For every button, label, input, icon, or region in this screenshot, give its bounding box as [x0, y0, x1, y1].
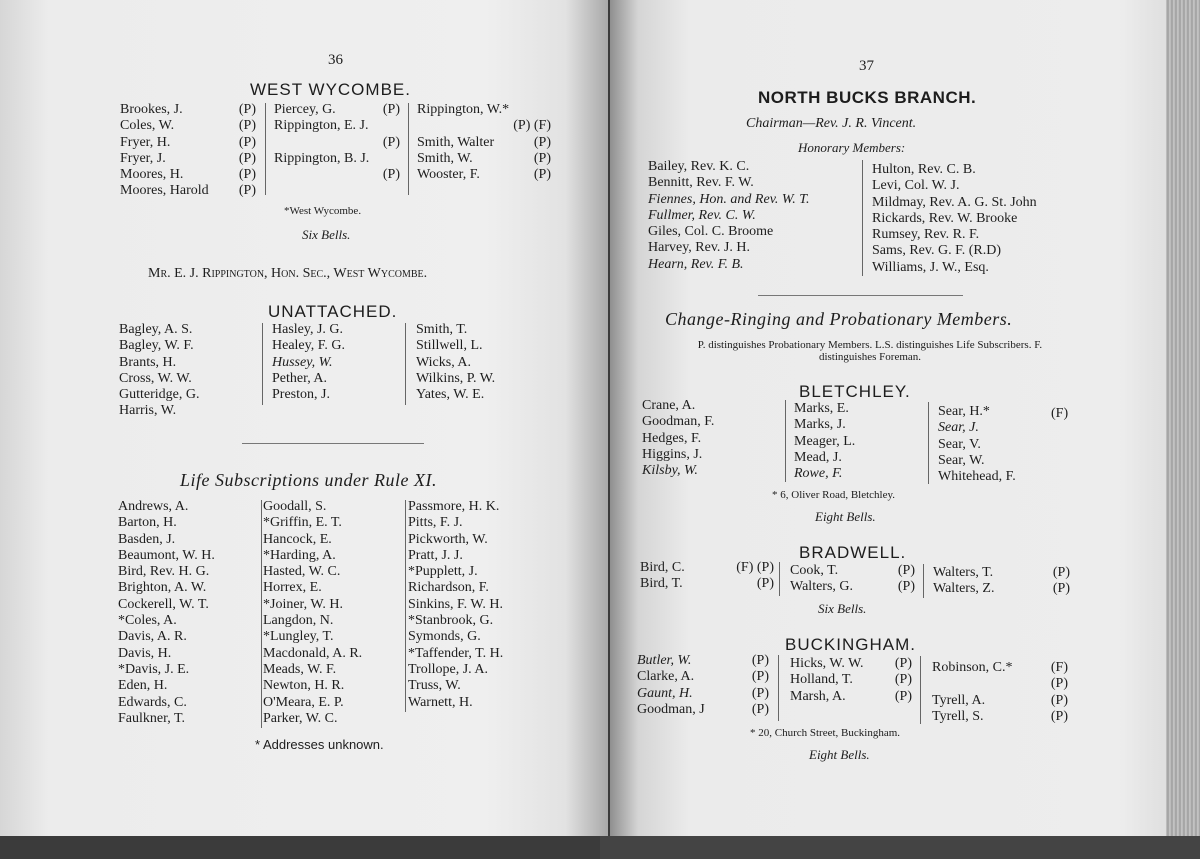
member-name: Andrews, A. [118, 499, 189, 514]
page-number: 37 [859, 58, 874, 74]
member-mark: (P) [238, 102, 256, 117]
member-name: O'Meara, E. P. [263, 694, 344, 710]
member-mark: (P) [1052, 581, 1070, 597]
member-name: Mildmay, Rev. A. G. St. John [872, 194, 1037, 210]
bells-note: Eight Bells. [809, 747, 870, 762]
member-mark: (F) [1050, 660, 1068, 675]
change-ringing-heading: Change-Ringing and Probationary Members. [665, 309, 1013, 329]
bells-note: Six Bells. [818, 601, 867, 616]
member-name: Giles, Col. C. Broome [648, 224, 774, 240]
member-name: Harris, W. [119, 403, 177, 419]
member-mark: (P) [894, 688, 912, 704]
member-name: Sinkins, F. W. H. [408, 596, 503, 612]
west-wycombe-col1 [120, 102, 256, 200]
page-number: 36 [328, 52, 343, 68]
bletchley-col3 [938, 404, 1016, 485]
member-name: *Davis, J. E. [118, 661, 190, 677]
footnote: * Addresses unknown. [255, 737, 384, 752]
member-name: Preston, J. [272, 387, 330, 403]
member-name: *Lungley, T. [263, 629, 334, 645]
section-heading-bradwell: BRADWELL. [799, 543, 907, 562]
column-divider [920, 656, 921, 724]
member-mark: (P) [756, 576, 774, 592]
member-name: Rowe, F. [794, 466, 843, 482]
member-name: Goodall, S. [263, 499, 327, 514]
member-name: Gaunt, H. [637, 685, 693, 701]
member-name: Truss, W. [408, 678, 461, 694]
member-mark: (F) (P) [736, 560, 774, 575]
member-name: Faulkner, T. [118, 710, 185, 726]
buckingham-col2 [790, 656, 912, 705]
member-mark: (P) [894, 656, 912, 671]
member-name: Cross, W. W. [119, 370, 192, 386]
member-name: *Coles, A. [118, 613, 177, 629]
member-name: Wooster, F. [417, 167, 480, 183]
member-name: Hearn, Rev. F. B. [648, 256, 744, 272]
column-divider [262, 323, 263, 405]
member-name: Smith, W. [417, 150, 473, 166]
west-wycombe-col2 [274, 102, 400, 183]
member-name: Bagley, A. S. [119, 322, 193, 337]
column-divider [928, 402, 929, 484]
right-page [610, 0, 1176, 836]
bletchley-col1 [642, 398, 714, 479]
member-name: Hulton, Rev. C. B. [872, 162, 976, 177]
member-mark: (P) [533, 134, 551, 150]
member-name: *Harding, A. [263, 547, 336, 563]
member-name: Rippington, W.* [417, 102, 510, 117]
section-heading-bletchley: BLETCHLEY. [799, 382, 911, 401]
honorary-col1 [648, 159, 810, 273]
life-subs-col3 [408, 499, 503, 711]
member-mark: (P) [238, 150, 256, 166]
section-divider [758, 295, 963, 296]
member-name: Sear, H.* [938, 404, 990, 419]
member-name: *Joiner, W. H. [263, 596, 343, 612]
member-name: Hedges, F. [642, 430, 702, 446]
member-mark: (P) [1052, 565, 1070, 580]
member-name: Warnett, H. [408, 694, 473, 710]
member-name: Newton, H. R. [263, 678, 345, 694]
member-name: Robinson, C.* [932, 660, 1013, 675]
bradwell-col1 [640, 560, 774, 593]
member-name: Rippington, B. J. [274, 150, 370, 166]
member-name: Stillwell, L. [416, 338, 483, 354]
member-name: Meads, W. F. [263, 661, 337, 677]
member-name: Marsh, A. [790, 688, 846, 704]
member-name: Rumsey, Rev. R. F. [872, 227, 980, 243]
member-name: Moores, H. [120, 167, 184, 183]
member-name: Levi, Col. W. J. [872, 178, 960, 194]
unattached-col2 [272, 322, 345, 403]
page-edges [1166, 0, 1200, 859]
column-divider [862, 160, 863, 276]
member-name: Smith, Walter [417, 134, 495, 150]
honorary-heading: Honorary Members: [798, 140, 906, 155]
member-name: Brookes, J. [120, 102, 183, 117]
buckingham-col1 [637, 653, 769, 718]
member-name: Richardson, F. [408, 580, 489, 596]
member-mark: (P) (F) [513, 118, 551, 134]
life-subs-col2 [263, 499, 362, 727]
member-mark: (P) [751, 669, 769, 685]
member-name: Yates, W. E. [416, 387, 485, 403]
member-name: Marks, E. [794, 401, 849, 416]
member-name: Goodman, J [637, 701, 705, 717]
book-bottom-edge [600, 836, 1200, 859]
member-name: Pickworth, W. [408, 531, 488, 547]
column-divider [405, 500, 406, 712]
member-name: Hasley, J. G. [272, 322, 344, 337]
member-name: Beaumont, W. H. [118, 547, 215, 563]
member-name: Cook, T. [790, 563, 839, 578]
unattached-col1 [119, 322, 199, 420]
member-name: Horrex, E. [263, 580, 322, 596]
member-mark: (P) [238, 183, 256, 199]
member-name: Bennitt, Rev. F. W. [648, 175, 754, 191]
member-name: Brants, H. [119, 354, 177, 370]
member-name: Bailey, Rev. K. C. [648, 159, 750, 174]
member-mark: (P) [897, 579, 915, 595]
member-name: Higgins, J. [642, 446, 703, 462]
member-mark: (P) [382, 102, 400, 117]
member-name: Healey, F. G. [272, 338, 346, 354]
legend-text: P. distinguishes Probationary Members. L.S. distinguishes Life Subscribers. F. distinguishes Foreman. [697, 339, 1043, 363]
branch-heading: NORTH BUCKS BRANCH. [758, 88, 977, 107]
member-mark: (P) [1050, 676, 1068, 692]
member-mark: (P) [751, 701, 769, 717]
member-name: Tyrell, A. [932, 692, 986, 708]
column-divider [923, 564, 924, 598]
member-name: Cockerell, W. T. [118, 596, 209, 612]
member-name: Harvey, Rev. J. H. [648, 240, 750, 256]
member-name: Pether, A. [272, 370, 328, 386]
member-name: Sear, V. [938, 436, 981, 452]
member-name: Macdonald, A. R. [263, 645, 363, 661]
unattached-col3 [416, 322, 495, 403]
member-name: Mead, J. [794, 449, 842, 465]
member-name: Davis, A. R. [118, 629, 187, 645]
member-mark: (P) [382, 134, 400, 150]
column-divider [405, 323, 406, 405]
member-name: Coles, W. [120, 118, 175, 134]
member-name: Tyrell, S. [932, 708, 984, 724]
life-subs-col1 [118, 499, 215, 727]
member-name: Brighton, A. W. [118, 580, 207, 596]
column-divider [265, 103, 266, 195]
member-name: Fiennes, Hon. and Rev. W. T. [648, 191, 810, 207]
member-name: Fryer, J. [120, 150, 166, 166]
member-name: Parker, W. C. [263, 710, 338, 726]
column-divider [778, 655, 779, 721]
member-name: Rippington, E. J. [274, 118, 369, 134]
bradwell-col3 [933, 565, 1070, 598]
member-name: Bird, T. [640, 576, 683, 592]
member-name: Meager, L. [794, 433, 856, 449]
member-mark: (P) [238, 118, 256, 134]
bells-note: Six Bells. [302, 227, 351, 242]
member-mark: (P) [897, 563, 915, 578]
member-mark: (P) [533, 150, 551, 166]
member-mark: (P) [238, 134, 256, 150]
member-mark: (P) [1050, 708, 1068, 724]
member-name: Crane, A. [642, 398, 696, 413]
member-name: Walters, Z. [933, 581, 995, 597]
footnote: * 6, Oliver Road, Bletchley. [772, 489, 896, 501]
member-name: Edwards, C. [118, 694, 187, 710]
member-name: Smith, T. [416, 322, 468, 337]
member-name: Wilkins, P. W. [416, 370, 496, 386]
member-name: Sear, J. [938, 420, 979, 436]
column-divider [408, 103, 409, 195]
column-divider [785, 400, 786, 482]
member-name: Davis, H. [118, 645, 172, 661]
member-name: Hancock, E. [263, 531, 332, 547]
member-name: Bird, C. [640, 560, 685, 575]
member-name: Piercey, G. [274, 102, 336, 117]
member-name: Basden, J. [118, 531, 176, 547]
member-name: Walters, T. [933, 565, 994, 580]
member-name: Barton, H. [118, 515, 177, 531]
member-name: Wicks, A. [416, 354, 472, 370]
member-name: Fryer, H. [120, 134, 171, 150]
member-name: Pitts, F. J. [408, 515, 463, 531]
member-name: Trollope, J. A. [408, 661, 489, 677]
member-name: *Stanbrook, G. [408, 613, 494, 629]
left-page [0, 0, 608, 836]
member-mark: (P) [533, 167, 551, 183]
member-name: Fullmer, Rev. C. W. [648, 207, 756, 223]
member-name: Marks, J. [794, 417, 846, 433]
member-name: Sams, Rev. G. F. (R.D) [872, 243, 1002, 259]
member-name: Walters, G. [790, 579, 854, 595]
member-name: Clarke, A. [637, 669, 695, 685]
member-name: Bagley, W. F. [119, 338, 194, 354]
honorary-col2 [872, 162, 1037, 276]
secretary-line: Mr. E. J. Rippington, Hon. Sec., West Wycombe. [148, 266, 428, 281]
member-name: Whitehead, F. [938, 469, 1016, 485]
member-mark: (P) [238, 167, 256, 183]
member-name: *Pupplett, J. [408, 564, 478, 580]
bradwell-col2 [790, 563, 915, 596]
chairman-line: Chairman—Rev. J. R. Vincent. [746, 116, 917, 131]
member-name: Gutteridge, G. [119, 387, 200, 403]
member-name: Hicks, W. W. [790, 656, 864, 671]
west-wycombe-col3 [417, 102, 551, 183]
column-divider [261, 500, 262, 728]
member-name: Williams, J. W., Esq. [872, 259, 989, 275]
section-heading-unattached: UNATTACHED. [268, 302, 398, 321]
member-name: Rickards, Rev. W. Brooke [872, 210, 1018, 226]
buckingham-col3 [932, 660, 1068, 725]
member-mark: (P) [751, 685, 769, 701]
section-divider [242, 443, 424, 444]
member-name: Goodman, F. [642, 414, 715, 430]
member-name: Sear, W. [938, 452, 985, 468]
member-name: Passmore, H. K. [408, 499, 500, 514]
foreman-mark: (F) [1051, 406, 1069, 421]
member-name: Hasted, W. C. [263, 564, 341, 580]
member-mark: (P) [1050, 692, 1068, 708]
section-heading-life-subscriptions: Life Subscriptions under Rule XI. [180, 470, 437, 490]
member-name: *Taffender, T. H. [408, 645, 504, 661]
column-divider [779, 562, 780, 596]
member-name: Langdon, N. [263, 613, 334, 629]
member-name: Kilsby, W. [642, 463, 698, 479]
member-name: Bird, Rev. H. G. [118, 564, 210, 580]
bletchley-col2 [794, 401, 855, 482]
bells-note: Eight Bells. [815, 509, 876, 524]
member-name: Butler, W. [637, 653, 692, 668]
member-mark: (P) [751, 653, 769, 668]
member-mark: (P) [382, 167, 400, 183]
member-name: Hussey, W. [272, 354, 333, 370]
member-name: Symonds, G. [408, 629, 481, 645]
member-name: Eden, H. [118, 678, 168, 694]
footnote: * 20, Church Street, Buckingham. [750, 727, 901, 739]
footnote: *West Wycombe. [284, 205, 362, 217]
member-name: *Griffin, E. T. [263, 515, 342, 531]
member-name: Holland, T. [790, 672, 853, 688]
member-name: Pratt, J. J. [408, 547, 463, 563]
member-mark: (P) [894, 672, 912, 688]
section-heading-west-wycombe: WEST WYCOMBE. [250, 80, 411, 99]
member-name: Moores, Harold [120, 183, 209, 199]
section-heading-buckingham: BUCKINGHAM. [785, 635, 916, 654]
